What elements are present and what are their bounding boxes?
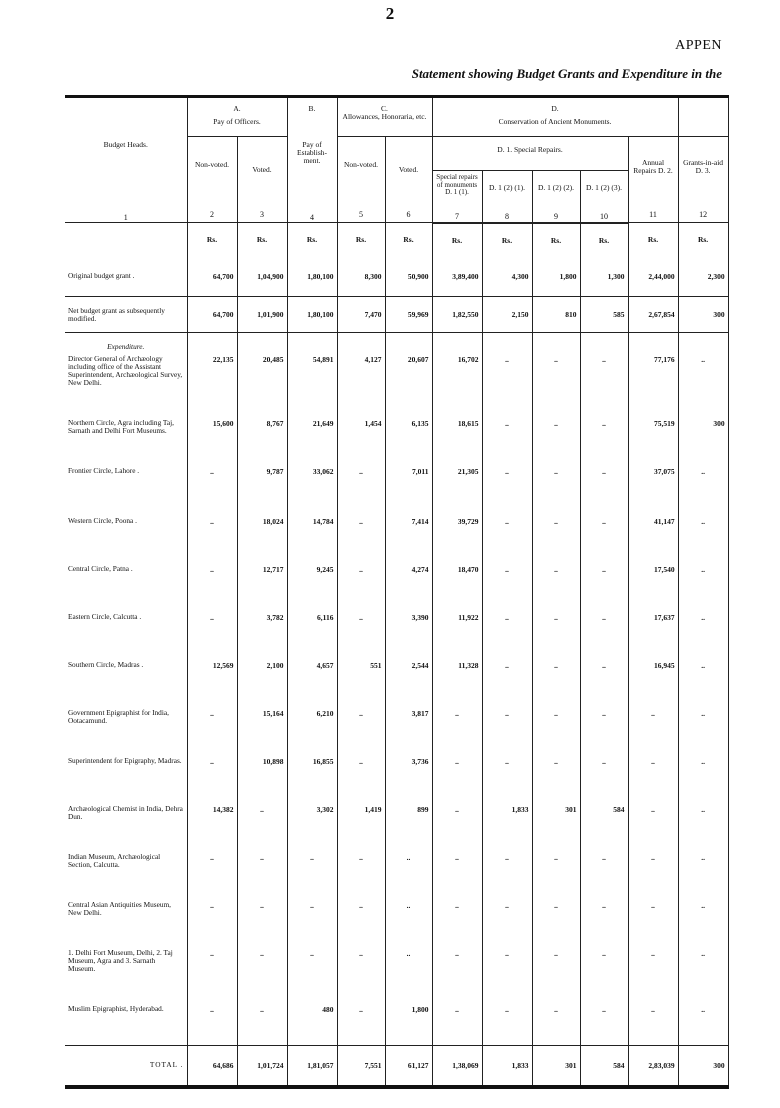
row-label: Frontier Circle, Lahore . [65,463,187,513]
empty-cell [482,333,532,352]
value-cell: 16,945 [628,657,678,705]
c-letter: C. [381,104,388,113]
value-cell: 1,419 [337,801,385,849]
value-cell: 12,569 [187,657,237,705]
value-cell: .. [337,513,385,561]
value-cell: .. [628,849,678,897]
value-cell: .. [432,1001,482,1045]
value-cell: 17,637 [628,609,678,657]
value-cell: .. [678,897,728,945]
value-cell: .. [187,609,237,657]
total-cell: 7,551 [337,1045,385,1087]
value-cell: 1,454 [337,415,385,463]
value-cell: .. [482,753,532,801]
value-cell: .. [580,897,628,945]
value-cell: .. [432,849,482,897]
value-cell: .. [187,849,237,897]
value-cell: 2,44,000 [628,257,678,297]
value-cell: .. [678,609,728,657]
empty-cell [678,333,728,352]
value-cell: 11,922 [432,609,482,657]
value-cell: .. [482,1001,532,1045]
d-title: Conservation of Ancient Monuments. [498,117,612,126]
value-cell: .. [482,849,532,897]
value-cell: .. [532,705,580,753]
value-cell: .. [337,561,385,609]
value-cell: 20,485 [237,351,287,415]
header-b [287,97,337,223]
expenditure-heading-row [65,333,728,352]
value-cell: .. [628,753,678,801]
value-cell: .. [237,849,287,897]
value-cell: .. [337,463,385,513]
currency-row [65,223,728,257]
table-row [65,753,728,801]
value-cell: .. [385,897,432,945]
value-cell: .. [678,1001,728,1045]
value-cell: .. [580,1001,628,1045]
value-cell: .. [482,609,532,657]
table-row [65,609,728,657]
value-cell: .. [628,705,678,753]
value-cell: 8,767 [237,415,287,463]
value-cell: 64,700 [187,297,237,333]
currency-cell: Rs. [287,223,337,257]
a-voted: Voted. [252,165,272,174]
value-cell: .. [580,561,628,609]
value-cell: .. [187,561,237,609]
expenditure-heading: Expenditure. [65,333,187,352]
value-cell: 810 [532,297,580,333]
value-cell: .. [678,849,728,897]
value-cell: .. [187,753,237,801]
value-cell: 6,210 [287,705,337,753]
row-label: Original budget grant . [65,257,187,297]
value-cell: 3,782 [237,609,287,657]
running-head: APPEN [675,38,722,53]
empty-cell [187,333,237,352]
total-cell: 584 [580,1045,628,1087]
value-cell: 39,729 [432,513,482,561]
value-cell: 6,135 [385,415,432,463]
value-cell: .. [532,897,580,945]
value-cell: 18,024 [237,513,287,561]
value-cell: .. [628,801,678,849]
row-label: Eastern Circle, Calcutta . [65,609,187,657]
value-cell: 2,67,854 [628,297,678,333]
value-cell: 1,82,550 [432,297,482,333]
row-label: Superintendent for Epigraphy, Madras. [65,753,187,801]
value-cell: 1,833 [482,801,532,849]
table-row [65,897,728,945]
value-cell: 11,328 [432,657,482,705]
value-cell: 17,540 [628,561,678,609]
d1-2-1: D. 1 (2) (1). [488,183,526,192]
value-cell: 12,717 [237,561,287,609]
header-c [337,97,432,137]
currency-cell: Rs. [385,223,432,257]
value-cell: .. [532,463,580,513]
header-blank [678,97,728,137]
value-cell: .. [628,945,678,1001]
value-cell: .. [385,945,432,1001]
value-cell: .. [482,897,532,945]
value-cell: .. [482,945,532,1001]
total-cell: 1,38,069 [432,1045,482,1087]
table-row [65,849,728,897]
value-cell: .. [580,351,628,415]
value-cell: 3,736 [385,753,432,801]
value-cell: 18,470 [432,561,482,609]
value-cell: 585 [580,297,628,333]
page-number: 2 [385,4,395,23]
value-cell: 21,305 [432,463,482,513]
value-cell: .. [532,849,580,897]
value-cell: 50,900 [385,257,432,297]
value-cell: 15,600 [187,415,237,463]
budget-heads-label: Budget Heads. [103,140,148,149]
currency-cell: Rs. [628,223,678,257]
value-cell: 14,784 [287,513,337,561]
currency-cell: Rs. [532,223,580,257]
statement-title: Statement showing Budget Grants and Expenditure in the [411,66,722,81]
table-row [65,513,728,561]
total-cell: 2,83,039 [628,1045,678,1087]
empty-cell [628,333,678,352]
table-row [65,351,728,415]
value-cell: 1,01,900 [237,297,287,333]
table-row [65,657,728,705]
table-row [65,463,728,513]
value-cell: .. [432,705,482,753]
value-cell: .. [432,897,482,945]
currency-cell: Rs. [482,223,532,257]
col-number: 5 [359,210,363,219]
currency-label [65,223,187,257]
currency-cell: Rs. [678,223,728,257]
row-label: Muslim Epigraphist, Hyderabad. [65,1001,187,1045]
value-cell: .. [482,561,532,609]
value-cell: 3,390 [385,609,432,657]
currency-cell: Rs. [187,223,237,257]
value-cell: .. [580,463,628,513]
value-cell: 899 [385,801,432,849]
value-cell: .. [580,849,628,897]
value-cell: .. [532,609,580,657]
value-cell: 300 [678,297,728,333]
value-cell: .. [432,753,482,801]
value-cell: .. [287,849,337,897]
value-cell: 21,649 [287,415,337,463]
value-cell: .. [187,705,237,753]
value-cell: 4,300 [482,257,532,297]
value-cell: 9,787 [237,463,287,513]
value-cell: 15,164 [237,705,287,753]
col-number: 2 [210,210,214,219]
value-cell: 300 [678,415,728,463]
value-cell: .. [482,351,532,415]
value-cell: .. [187,463,237,513]
total-cell: 1,833 [482,1045,532,1087]
row-label: Western Circle, Poona . [65,513,187,561]
row-label: Central Circle, Patna . [65,561,187,609]
value-cell: .. [187,945,237,1001]
value-cell: 1,80,100 [287,297,337,333]
value-cell: 7,011 [385,463,432,513]
row-label: Southern Circle, Madras . [65,657,187,705]
value-cell: 1,800 [532,257,580,297]
value-cell: .. [287,897,337,945]
value-cell: 480 [287,1001,337,1045]
value-cell: 2,150 [482,297,532,333]
value-cell: 1,04,900 [237,257,287,297]
col-number: 1 [123,213,128,222]
table-body [65,223,728,1088]
value-cell: 2,544 [385,657,432,705]
value-cell: .. [385,849,432,897]
header-d [432,97,678,137]
row-label: Archæological Chemist in India, Dehra Dun. [65,801,187,849]
row-label: 1. Delhi Fort Museum, Delhi, 2. Taj Museum, Agra and 3. Sarnath Museum. [65,945,187,1001]
value-cell: .. [237,801,287,849]
value-cell: 6,116 [287,609,337,657]
value-cell: 16,702 [432,351,482,415]
value-cell: .. [678,945,728,1001]
special-repairs: Special repairs of monuments D. 1 (1). [436,173,478,196]
d-letter: D. [551,104,559,113]
table-row [65,257,728,297]
value-cell: .. [237,945,287,1001]
annual-repairs: Annual Repairs D. 2. [633,158,673,175]
value-cell: 14,382 [187,801,237,849]
currency-cell: Rs. [580,223,628,257]
value-cell: .. [287,945,337,1001]
col-number: 11 [649,210,657,219]
b-letter: B. [308,104,316,113]
value-cell: .. [337,1001,385,1045]
total-cell: 1,81,057 [287,1045,337,1087]
value-cell: 7,470 [337,297,385,333]
b-title: Pay of Establish-ment. [297,140,327,165]
value-cell: .. [678,705,728,753]
value-cell: 4,127 [337,351,385,415]
value-cell: .. [337,945,385,1001]
value-cell: .. [337,705,385,753]
row-label: Director General of Archæology including office of the Assistant Superintendent, Archæological Survey, New Delhi. [65,351,187,415]
value-cell: .. [532,561,580,609]
row-label: Net budget grant as subsequently modified. [65,297,187,333]
value-cell: 37,075 [628,463,678,513]
col-number: 4 [310,213,314,222]
currency-cell: Rs. [337,223,385,257]
value-cell: 4,274 [385,561,432,609]
d1-special-repairs: D. 1. Special Repairs. [497,145,563,154]
col-number: 12 [699,210,708,219]
total-cell: 61,127 [385,1045,432,1087]
a-letter: A. [233,104,241,113]
value-cell: .. [482,415,532,463]
row-label: Government Epigraphist for India, Ootacamund. [65,705,187,753]
value-cell: .. [187,513,237,561]
budget-table [65,95,729,1089]
d1-2-2: D. 1 (2) (2). [537,183,575,192]
col-number: 10 [600,212,608,221]
value-cell: .. [337,753,385,801]
value-cell: 59,969 [385,297,432,333]
value-cell: .. [237,897,287,945]
value-cell: .. [237,1001,287,1045]
header-a [187,97,287,137]
value-cell: .. [482,513,532,561]
value-cell: 10,898 [237,753,287,801]
value-cell: .. [628,1001,678,1045]
table-row [65,801,728,849]
value-cell: .. [580,415,628,463]
c-voted: Voted. [398,165,419,174]
total-label: TOTAL . [65,1045,187,1087]
grants-in-aid: Grants-in-aid D. 3. [683,158,724,175]
total-row [65,1045,728,1087]
value-cell: .. [532,513,580,561]
value-cell: 301 [532,801,580,849]
value-cell: .. [187,897,237,945]
currency-cell: Rs. [432,223,482,257]
value-cell: .. [678,513,728,561]
empty-cell [432,333,482,352]
value-cell: .. [432,945,482,1001]
value-cell: 54,891 [287,351,337,415]
value-cell: 4,657 [287,657,337,705]
value-cell: .. [532,1001,580,1045]
value-cell: 3,302 [287,801,337,849]
table-row [65,705,728,753]
value-cell: 2,300 [678,257,728,297]
value-cell: .. [482,705,532,753]
header-budget-heads [65,97,187,223]
value-cell: .. [580,705,628,753]
col-number: 7 [455,212,459,221]
value-cell: 584 [580,801,628,849]
row-label: Indian Museum, Archæological Section, Calcutta. [65,849,187,897]
table-row [65,561,728,609]
value-cell: .. [337,609,385,657]
value-cell: .. [580,657,628,705]
value-cell: 3,817 [385,705,432,753]
value-cell: 41,147 [628,513,678,561]
empty-cell [580,333,628,352]
value-cell: .. [532,351,580,415]
table-row [65,297,728,333]
col-number: 6 [406,210,411,219]
a-non-voted: Non-voted. [195,160,229,169]
currency-cell: Rs. [237,223,287,257]
row-label: Northern Circle, Agra including Taj, Sarnath and Delhi Fort Museums. [65,415,187,463]
total-cell: 1,01,724 [237,1045,287,1087]
col-number: 9 [554,212,558,221]
c-non-voted: Non-voted. [344,160,378,169]
empty-cell [287,333,337,352]
d1-2-3: D. 1 (2) (3). [585,183,623,192]
value-cell: 8,300 [337,257,385,297]
empty-cell [337,333,385,352]
row-label: Central Asian Antiquities Museum, New Delhi. [65,897,187,945]
value-cell: 22,135 [187,351,237,415]
value-cell: 33,062 [287,463,337,513]
col-number: 3 [260,210,264,219]
value-cell: 75,519 [628,415,678,463]
value-cell: .. [580,609,628,657]
value-cell: .. [532,415,580,463]
value-cell: .. [532,753,580,801]
a-title: Pay of Officers. [213,117,261,126]
value-cell: 18,615 [432,415,482,463]
table-row [65,415,728,463]
value-cell: .. [678,351,728,415]
value-cell: .. [678,801,728,849]
value-cell: .. [628,897,678,945]
value-cell: 64,700 [187,257,237,297]
value-cell: .. [580,945,628,1001]
total-cell: 301 [532,1045,580,1087]
value-cell: .. [678,657,728,705]
value-cell: .. [678,753,728,801]
value-cell: 1,80,100 [287,257,337,297]
value-cell: 1,300 [580,257,628,297]
value-cell: 20,607 [385,351,432,415]
value-cell: .. [532,945,580,1001]
total-cell: 64,686 [187,1045,237,1087]
value-cell: 16,855 [287,753,337,801]
empty-cell [532,333,580,352]
value-cell: 1,800 [385,1001,432,1045]
value-cell: .. [678,463,728,513]
value-cell: .. [337,849,385,897]
value-cell: 77,176 [628,351,678,415]
value-cell: 551 [337,657,385,705]
value-cell: .. [337,897,385,945]
table-row [65,1001,728,1045]
empty-cell [385,333,432,352]
value-cell: .. [678,561,728,609]
value-cell: 7,414 [385,513,432,561]
value-cell: .. [187,1001,237,1045]
total-cell: 300 [678,1045,728,1087]
value-cell: .. [482,657,532,705]
col-number: 8 [505,212,509,221]
value-cell: 3,89,400 [432,257,482,297]
value-cell: .. [482,463,532,513]
table-row [65,945,728,1001]
value-cell: 9,245 [287,561,337,609]
value-cell: .. [580,513,628,561]
empty-cell [237,333,287,352]
value-cell: 2,100 [237,657,287,705]
value-cell: .. [432,801,482,849]
value-cell: .. [532,657,580,705]
c-title: Allowances, Honoraria, etc. [342,112,427,121]
value-cell: .. [580,753,628,801]
